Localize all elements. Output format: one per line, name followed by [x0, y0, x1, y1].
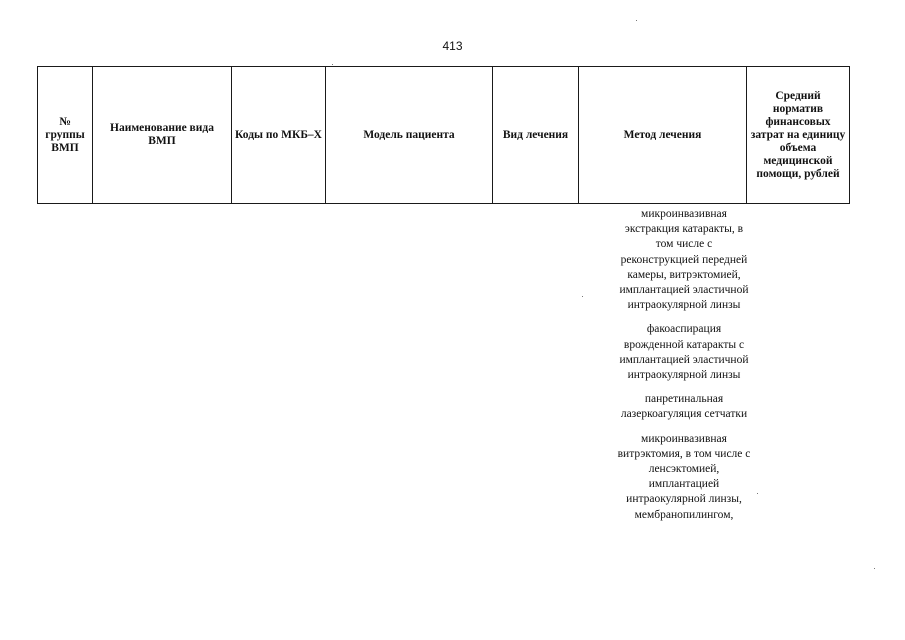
treatment-method-item: микроинвазивная экстракция катаракты, в том числе с реконструкцией передней камеры, витрэктомией, имплантацией эластичной интраокулярной линзы: [619, 208, 749, 312]
column-header-icd-codes: Коды по МКБ–Х: [232, 67, 326, 204]
column-header-treatment-method: Метод лечения: [579, 67, 747, 204]
column-header-patient-model: Модель пациента: [326, 67, 493, 204]
scan-speck: [582, 296, 583, 297]
page-number: 413: [442, 39, 463, 53]
scan-speck: [874, 568, 875, 569]
column-header-average-cost-standard: Средний норматив финансовых затрат на единицу объема медицинской помощи, рублей: [747, 67, 850, 204]
scan-speck: [757, 493, 758, 494]
treatment-method-column: [616, 207, 752, 532]
treatment-method-item: факоаспирация врожденной катаракты с имплантацией эластичной интраокулярной линзы: [619, 323, 749, 382]
treatment-method-item: микроинвазивная витрэктомия, в том числе с ленсэктомией, имплантацией интраокулярной линзы, мембранопилингом,: [617, 432, 751, 521]
treatment-method-item: панретинальная лазеркоагуляция сетчатки: [620, 393, 748, 421]
scan-speck: [636, 20, 637, 21]
table-header-row: [38, 67, 850, 204]
scan-speck: [332, 64, 333, 65]
column-header-group-number: № группы ВМП: [38, 67, 93, 204]
column-header-hmc-type-name: Наименование вида ВМП: [93, 67, 232, 204]
column-header-treatment-type: Вид лечения: [493, 67, 579, 204]
table-header: [37, 66, 850, 204]
